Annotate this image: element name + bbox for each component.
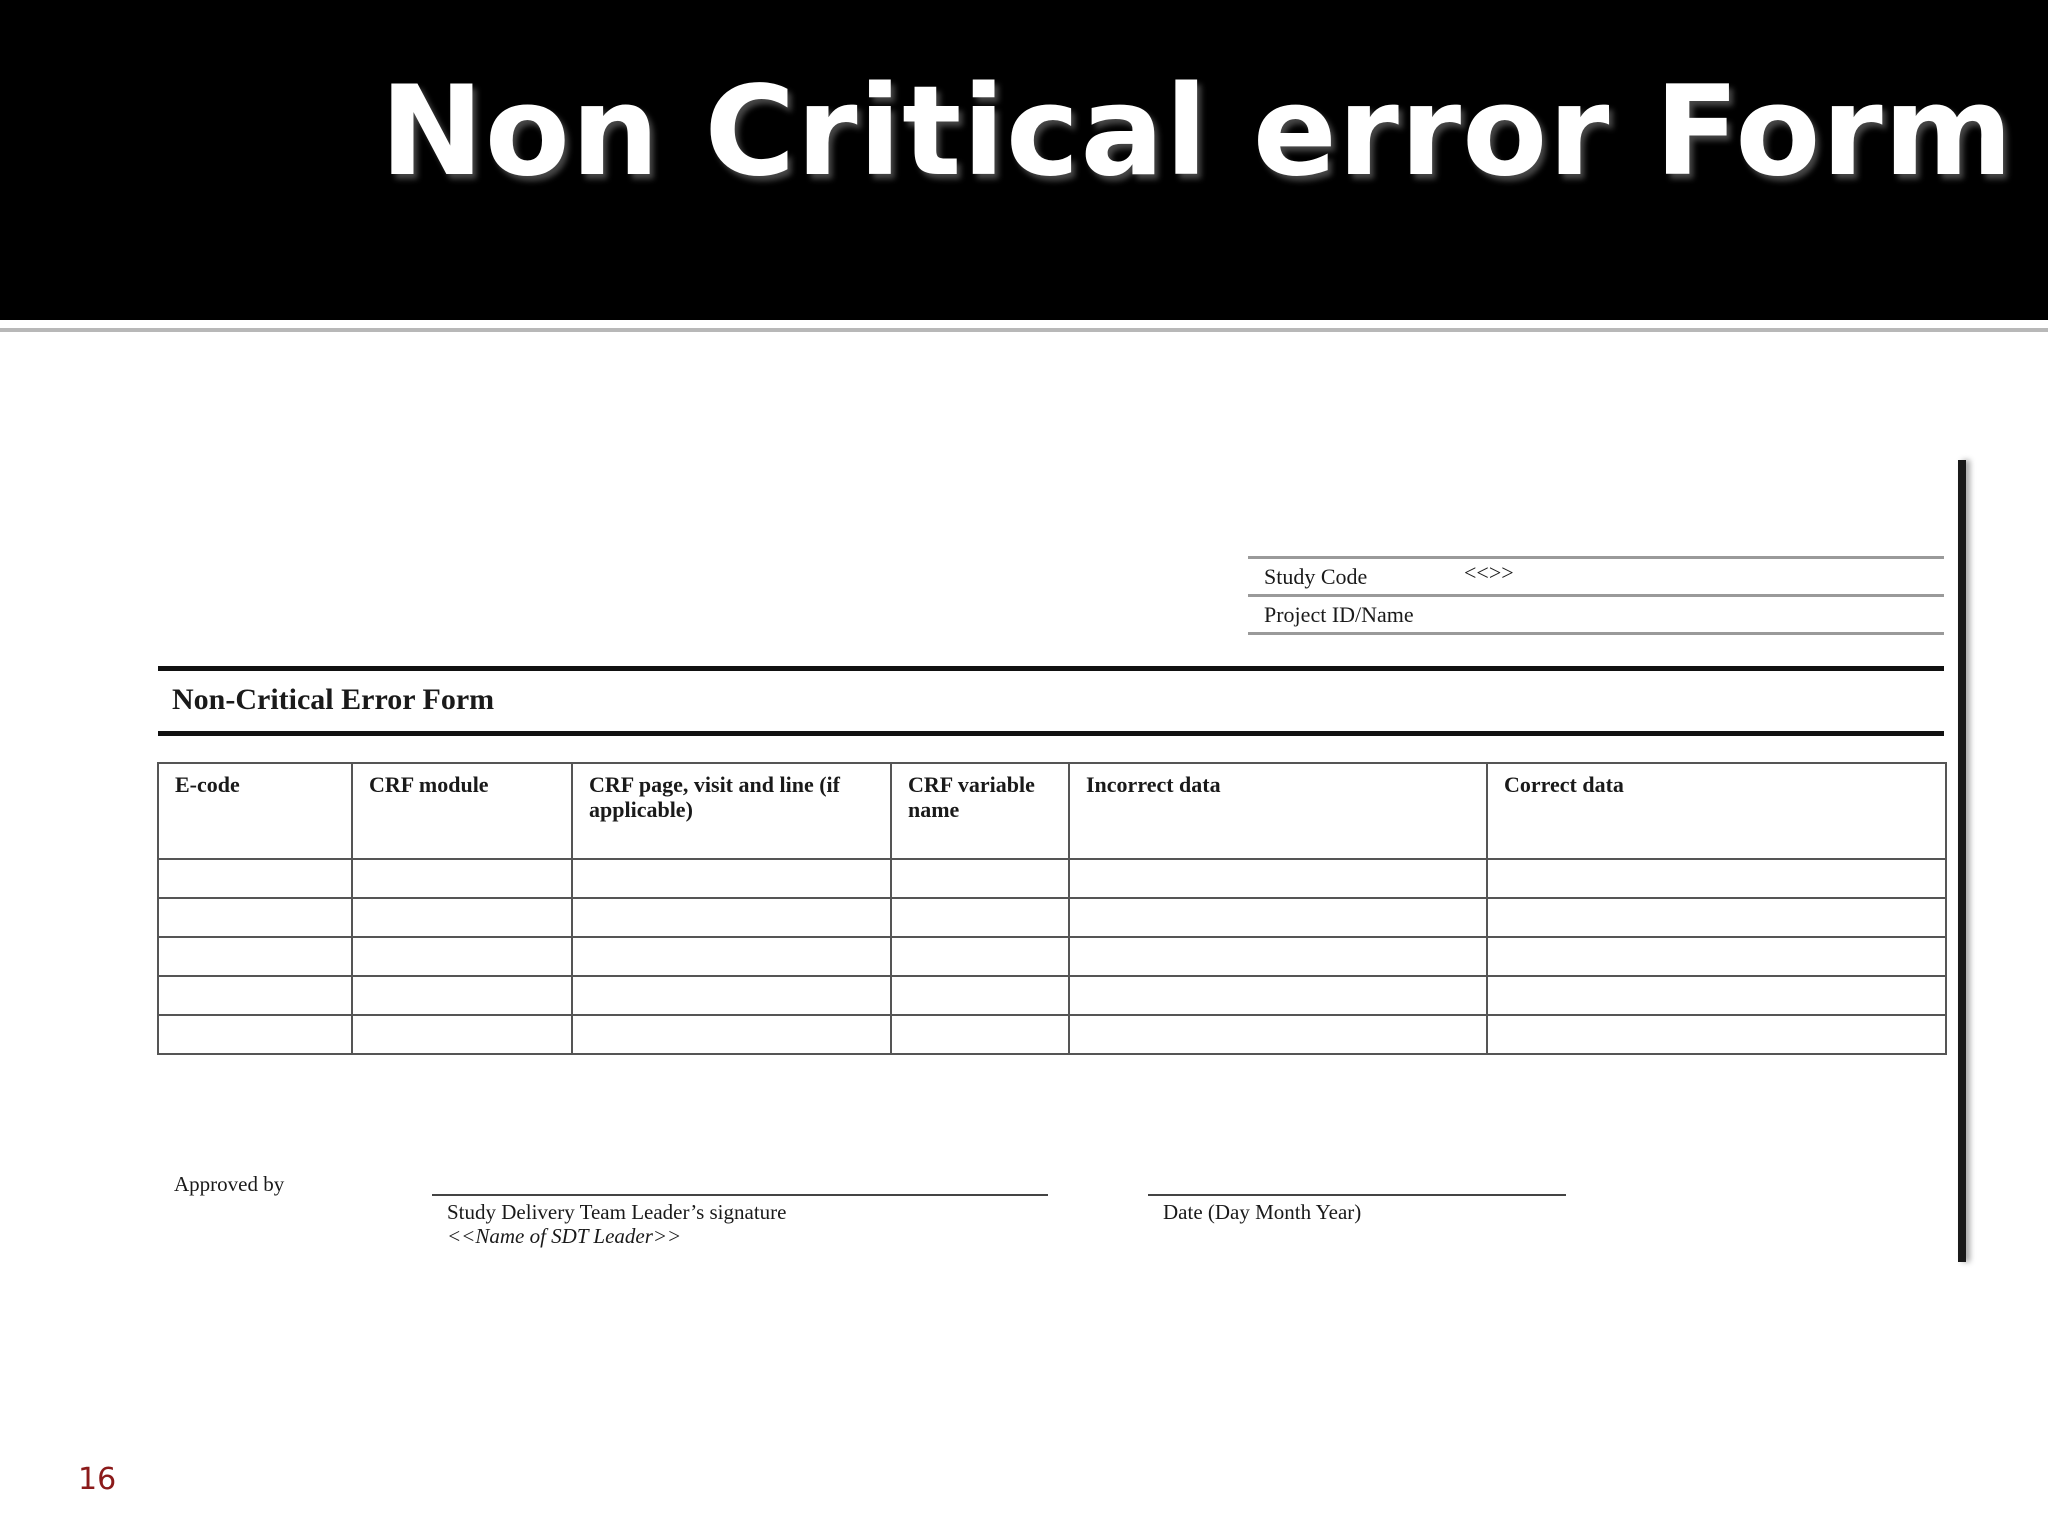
form-title-bar [158,666,1944,736]
table-row [158,937,1946,976]
table-cell [158,898,352,937]
table-cell [1487,898,1946,937]
table-cell [572,937,891,976]
table-cell [352,1015,572,1054]
col-header-incorrect-data: Incorrect data [1069,763,1487,859]
project-id-row [1248,597,1944,635]
project-id-label: Project ID/Name [1264,602,1414,627]
study-code-label: Study Code [1264,564,1368,589]
error-table [157,762,1947,1055]
table-cell [158,937,352,976]
table-cell [891,976,1069,1015]
table-cell [891,898,1069,937]
table-row [158,1015,1946,1054]
table-cell [352,937,572,976]
col-header-crf-variable: CRF variable name [891,763,1069,859]
slide-number: 16 [78,1462,117,1497]
signature-name: <<Name of SDT Leader>> [447,1224,682,1248]
table-row [158,859,1946,898]
table-cell [1069,1015,1487,1054]
date-caption: Date (Day Month Year) [1163,1200,1362,1224]
header-divider [0,328,2048,332]
table-cell [1069,937,1487,976]
table-cell [158,1015,352,1054]
table-cell [158,976,352,1015]
col-header-crf-module: CRF module [352,763,572,859]
table-body [158,859,1946,1054]
table-cell [1069,898,1487,937]
table-cell [891,859,1069,898]
table-cell [1487,1015,1946,1054]
approved-by-label: Approved by [174,1172,285,1196]
table-row [158,898,1946,937]
signature-line [432,1194,1048,1196]
slide-header [0,0,2048,320]
table-cell [352,859,572,898]
col-header-crf-page: CRF page, visit and line (if applicable) [572,763,891,859]
study-code-value: <<>> [1464,560,1514,585]
date-line [1148,1194,1566,1196]
table-cell [1487,976,1946,1015]
table-cell [158,859,352,898]
meta-box [1248,556,1944,635]
table-cell [891,1015,1069,1054]
table-cell [1487,859,1946,898]
form-title: Non-Critical Error Form [172,683,495,716]
table-cell [352,898,572,937]
table-row [158,976,1946,1015]
signature-caption [447,1200,787,1248]
col-header-correct-data: Correct data [1487,763,1946,859]
table-cell [1487,937,1946,976]
slide-title: Non Critical error Form [380,60,2014,204]
table-header-row [158,763,1946,859]
table-cell [572,898,891,937]
table-cell [572,859,891,898]
table-cell [1069,859,1487,898]
form-image-edge [1958,460,1966,1262]
col-header-e-code: E-code [158,763,352,859]
table-cell [1069,976,1487,1015]
table-cell [572,1015,891,1054]
signature-caption-text: Study Delivery Team Leader’s signature [447,1200,787,1224]
table-cell [352,976,572,1015]
table-cell [572,976,891,1015]
study-code-row [1248,559,1944,597]
table-cell [891,937,1069,976]
